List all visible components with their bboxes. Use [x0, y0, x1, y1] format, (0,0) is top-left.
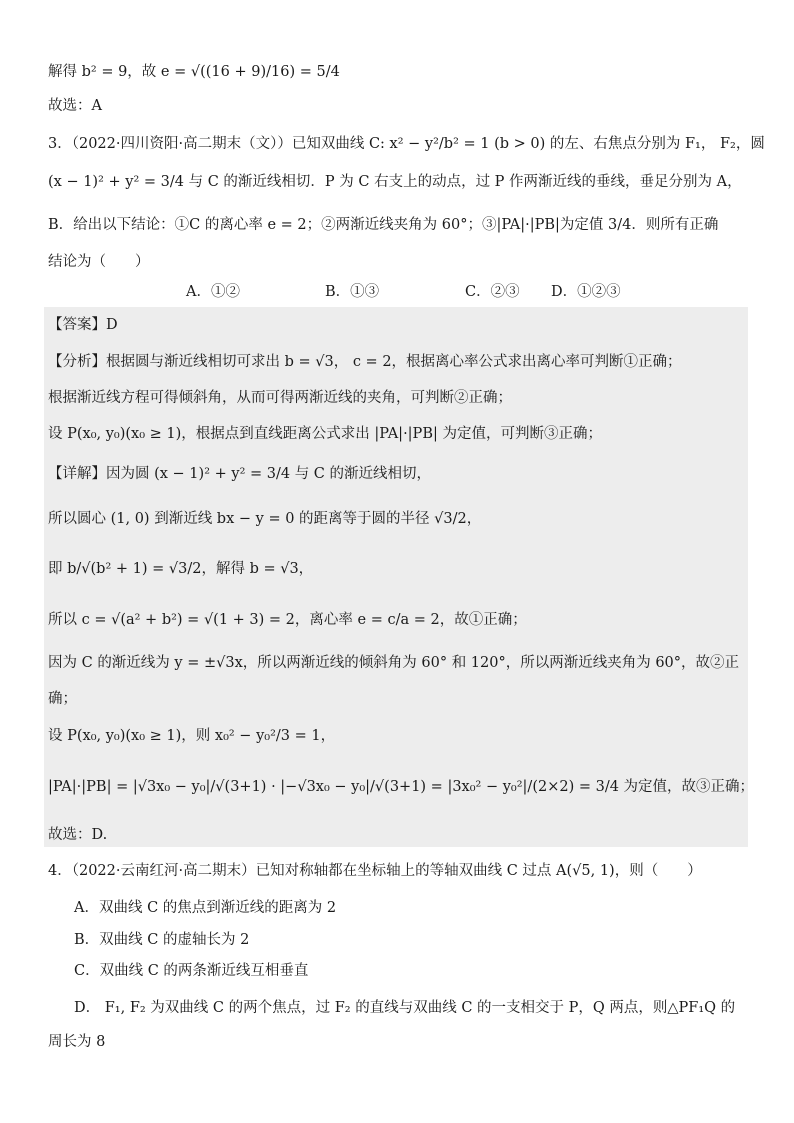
detail-line: 【详解】因为圆 (x − 1)² + y² = 3/4 与 C 的渐近线相切，: [48, 466, 432, 482]
solution-line: 解得 b² = 9，故 e = √((16 + 9)/16) = 5/4: [48, 64, 340, 80]
analysis-line: 【分析】根据圆与渐近线相切可求出 b = √3， c = 2，根据离心率公式求出离心率可判断①正确；: [48, 354, 682, 370]
option-a: A．①②: [186, 284, 240, 300]
analysis-line: 根据渐近线方程可得倾斜角，从而可得两渐近线的夹角，可判断②正确；: [48, 390, 512, 406]
detail-line: 所以圆心 (1, 0) 到渐近线 bx − y = 0 的距离等于圆的半径 √3/2，: [48, 511, 482, 527]
option-d: D．①②③: [551, 284, 621, 300]
question-3-options: [0, 282, 794, 304]
detail-line: |PA|·|PB| = |√3x₀ − y₀|/√(3+1) · |−√3x₀ − y₀|/√(3+1) = |3x₀² − y₀²|/(2×2) = 3/4 为定值，故③正确；: [48, 779, 755, 795]
detail-line: 故选：D.: [48, 827, 108, 843]
answer-line: 【答案】D: [48, 317, 118, 333]
question-3-stem: B．给出以下结论：①C 的离心率 e = 2；②两渐近线夹角为 60°；③|PA|·|PB|为定值 3/4．则所有正确: [48, 217, 719, 233]
choice-a: A．双曲线 C 的焦点到渐近线的距离为 2: [74, 900, 337, 916]
question-3-stem: 结论为（ ）: [48, 254, 150, 270]
question-3-stem: 3．（2022·四川资阳·高二期末（文））已知双曲线 C: x² − y²/b² = 1 (b > 0) 的左、右焦点分别为 F₁， F₂，圆: [48, 136, 765, 152]
detail-line: 即 b/√(b² + 1) = √3/2，解得 b = √3，: [48, 561, 314, 577]
detail-line: 因为 C 的渐近线为 y = ±√3x，所以两渐近线的倾斜角为 60° 和 120°，所以两渐近线夹角为 60°，故②正: [48, 655, 740, 671]
choice-d: D． F₁, F₂ 为双曲线 C 的两个焦点，过 F₂ 的直线与双曲线 C 的一支相交于 P，Q 两点，则△PF₁Q 的: [74, 1000, 736, 1016]
option-b: B．①③: [325, 284, 380, 300]
question-3-stem: (x − 1)² + y² = 3/4 与 C 的渐近线相切．P 为 C 右支上的动点，过 P 作两渐近线的垂线，垂足分别为 A，: [48, 174, 742, 190]
choice-c: C．双曲线 C 的两条渐近线互相垂直: [74, 963, 309, 979]
question-4-stem: 4．（2022·云南红河·高二期末）已知对称轴都在坐标轴上的等轴双曲线 C 过点 A(√5, 1)，则（ ）: [48, 863, 702, 879]
solution-line: 故选：A: [48, 98, 102, 114]
option-c: C．②③: [465, 284, 520, 300]
choice-d-continued: 周长为 8: [48, 1034, 106, 1050]
detail-line: 所以 c = √(a² + b²) = √(1 + 3) = 2，离心率 e = c/a = 2，故①正确；: [48, 612, 527, 628]
detail-line: 设 P(x₀, y₀)(x₀ ≥ 1)，则 x₀² − y₀²/3 = 1，: [48, 728, 336, 744]
detail-line: 确；: [48, 691, 77, 707]
analysis-line: 设 P(x₀, y₀)(x₀ ≥ 1)，根据点到直线距离公式求出 |PA|·|PB| 为定值，可判断③正确；: [48, 426, 602, 442]
choice-b: B．双曲线 C 的虚轴长为 2: [74, 932, 250, 948]
